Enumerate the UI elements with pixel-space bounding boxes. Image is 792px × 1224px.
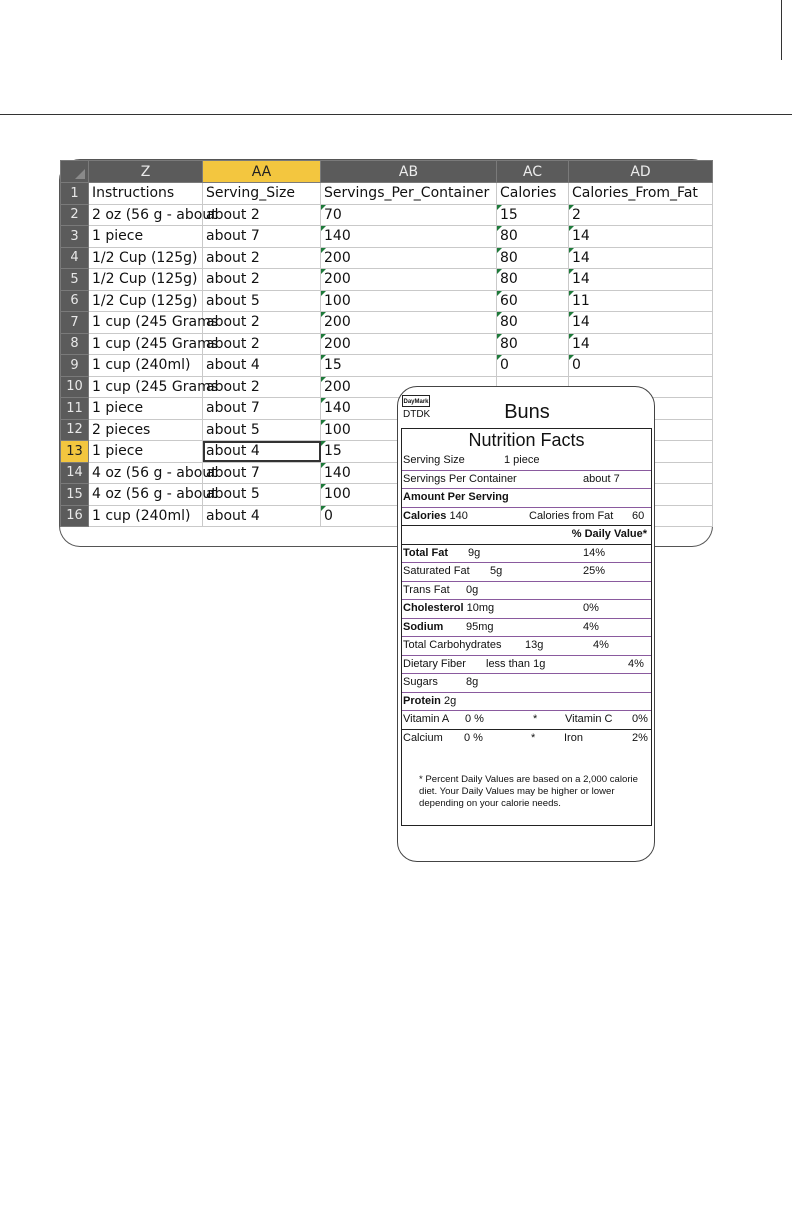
mineral-row	[402, 730, 651, 749]
cell-ac[interactable]: 15	[497, 204, 569, 226]
cell-ad[interactable]: Calories_From_Fat	[569, 183, 713, 205]
cell-z[interactable]: 2 pieces	[89, 419, 203, 441]
row-header[interactable]: 12	[61, 419, 89, 441]
facts-title: Nutrition Facts	[468, 430, 585, 450]
cell-ab[interactable]: 0	[321, 505, 497, 527]
sugars-row	[402, 674, 651, 693]
saturated-fat-label: Saturated Fat	[403, 565, 470, 577]
cell-z[interactable]: 2 oz (56 g - about	[89, 204, 203, 226]
table-row	[61, 247, 713, 269]
cell-ad[interactable]: 2	[569, 204, 713, 226]
row-header[interactable]: 1	[61, 183, 89, 205]
saturated-fat-value: 5g	[490, 565, 503, 577]
cell-ad[interactable]: 14	[569, 312, 713, 334]
serving-size-value: 1 piece	[504, 454, 540, 466]
row-header[interactable]: 14	[61, 462, 89, 484]
cell-aa[interactable]: about 7	[203, 398, 321, 420]
cell-aa[interactable]: about 7	[203, 462, 321, 484]
sugars-label: Sugars	[403, 676, 438, 688]
brand-logo: DayMark	[402, 395, 430, 407]
cell-ad[interactable]: 14	[569, 333, 713, 355]
column-header-ab[interactable]: AB	[321, 161, 497, 183]
serving-size-label: Serving Size	[403, 454, 465, 466]
cell-aa[interactable]: Serving_Size	[203, 183, 321, 205]
cholesterol-label: Cholesterol	[403, 602, 464, 614]
cell-ad[interactable]: 11	[569, 290, 713, 312]
cell-aa[interactable]: about 7	[203, 226, 321, 248]
total-fat-value: 9g	[468, 546, 481, 559]
trans-fat-label: Trans Fat	[403, 583, 450, 596]
vitamin-star: *	[533, 713, 538, 725]
calories-fat-label: Calories from Fat	[529, 509, 614, 522]
row-header[interactable]: 7	[61, 312, 89, 334]
cell-ac[interactable]: 80	[497, 226, 569, 248]
nutrition-facts-panel	[401, 428, 652, 826]
row-header[interactable]: 4	[61, 247, 89, 269]
cell-ab[interactable]: 15	[321, 355, 497, 377]
table-row	[61, 290, 713, 312]
vitamin-row	[402, 711, 651, 730]
cell-ac[interactable]: Calories	[497, 183, 569, 205]
cell-ad[interactable]: 0	[569, 355, 713, 377]
cell-aa[interactable]: about 5	[203, 419, 321, 441]
row-header[interactable]: 8	[61, 333, 89, 355]
cell-ab[interactable]: 100	[321, 290, 497, 312]
page-edge	[781, 0, 782, 60]
sodium-value: 95mg	[466, 620, 494, 633]
row-header[interactable]: 6	[61, 290, 89, 312]
cell-ac[interactable]: 80	[497, 312, 569, 334]
saturated-fat-pct: 25%	[583, 565, 606, 577]
cell-z[interactable]: 4 oz (56 g - about	[89, 484, 203, 506]
cell-z[interactable]: 4 oz (56 g - about	[89, 462, 203, 484]
mineral-star: *	[531, 731, 536, 744]
dv-header-row	[402, 526, 651, 545]
cell-ab[interactable]: 70	[321, 204, 497, 226]
fiber-label: Dietary Fiber	[403, 657, 466, 670]
cell-ad[interactable]: 14	[569, 269, 713, 291]
cholesterol-row	[402, 600, 651, 619]
calories-row	[402, 508, 651, 527]
cell-z[interactable]: Instructions	[89, 183, 203, 205]
cell-aa[interactable]: about 2	[203, 247, 321, 269]
row-header[interactable]: 11	[61, 398, 89, 420]
cell-z[interactable]: 1 piece	[89, 441, 203, 463]
cell-ab[interactable]: 200	[321, 269, 497, 291]
cell-ac[interactable]: 80	[497, 333, 569, 355]
cell-aa[interactable]: about 2	[203, 204, 321, 226]
brand-code: DTDK	[403, 409, 431, 420]
calories-fat-value: 60	[632, 509, 645, 522]
trans-fat-row	[402, 582, 651, 601]
row-header[interactable]: 15	[61, 484, 89, 506]
cell-aa[interactable]: about 4	[203, 505, 321, 527]
protein-label: Protein	[403, 694, 441, 707]
column-header-row	[61, 161, 713, 183]
column-header-ad[interactable]: AD	[569, 161, 713, 183]
cell-z[interactable]: 1 cup (245 Grams	[89, 312, 203, 334]
cell-ac[interactable]: 60	[497, 290, 569, 312]
cell-ab[interactable]: 140	[321, 398, 497, 420]
cell-aa[interactable]: about 2	[203, 376, 321, 398]
protein-row	[402, 693, 651, 712]
total-fat-label: Total Fat	[403, 546, 449, 559]
carbs-pct: 4%	[593, 639, 609, 651]
cell-ab[interactable]: 100	[321, 484, 497, 506]
column-header-z[interactable]: Z	[89, 161, 203, 183]
cell-ad[interactable]: 14	[569, 226, 713, 248]
fiber-row	[402, 656, 651, 675]
cell-z[interactable]: 1/2 Cup (125g)	[89, 247, 203, 269]
servings-row	[402, 471, 651, 490]
page-rule	[0, 114, 792, 115]
cell-ab[interactable]: Servings_Per_Container	[321, 183, 497, 205]
sodium-row	[402, 619, 651, 638]
row-header[interactable]: 3	[61, 226, 89, 248]
cell-z[interactable]: 1 cup (240ml)	[89, 355, 203, 377]
carbs-row	[402, 637, 651, 656]
cell-ab[interactable]: 200	[321, 376, 497, 398]
calories-label: Calories	[403, 509, 447, 522]
row-header[interactable]: 10	[61, 376, 89, 398]
trans-fat-value: 0g	[466, 583, 479, 596]
cell-ab[interactable]: 140	[321, 462, 497, 484]
fiber-pct: 4%	[628, 657, 644, 670]
column-header-ac[interactable]: AC	[497, 161, 569, 183]
cholesterol-value: 10mg	[466, 602, 495, 614]
cell-z[interactable]: 1 cup (245 Grams	[89, 333, 203, 355]
cell-z[interactable]: 1/2 Cup (125g)	[89, 290, 203, 312]
cell-aa[interactable]: about 2	[203, 269, 321, 291]
sugars-value: 8g	[466, 676, 479, 688]
vitamin-a-label: Vitamin A	[403, 713, 450, 725]
row-header[interactable]: 2	[61, 204, 89, 226]
vitamin-c-label: Vitamin C	[565, 713, 613, 725]
total-fat-pct: 14%	[583, 546, 606, 559]
saturated-fat-row	[402, 563, 651, 582]
sodium-pct: 4%	[583, 620, 599, 633]
cell-ab[interactable]: 15	[321, 441, 497, 463]
row-header[interactable]: 16	[61, 505, 89, 527]
footnote: * Percent Daily Values are based on a 2,000 calorie diet. Your Daily Values may be higher or lower depending on your calorie needs.	[419, 774, 639, 809]
product-name: Buns	[504, 401, 550, 423]
table-row	[61, 312, 713, 334]
row-header[interactable]: 5	[61, 269, 89, 291]
table-row	[61, 333, 713, 355]
sodium-label: Sodium	[403, 620, 444, 633]
iron-value: 2%	[632, 731, 648, 744]
nutrition-label	[397, 386, 655, 862]
table-row	[61, 355, 713, 377]
cell-z[interactable]: 1/2 Cup (125g)	[89, 269, 203, 291]
daily-value-header: % Daily Value*	[571, 528, 647, 540]
cell-aa[interactable]: about 5	[203, 290, 321, 312]
cell-z[interactable]: 1 piece	[89, 226, 203, 248]
serving-size-row	[402, 452, 651, 471]
amount-row	[402, 489, 651, 508]
vitamin-c-value: 0%	[632, 713, 648, 725]
cell-ab[interactable]: 200	[321, 312, 497, 334]
carbs-label: Total Carbohydrates	[403, 639, 502, 651]
cell-ab[interactable]: 200	[321, 247, 497, 269]
iron-label: Iron	[564, 731, 583, 744]
cell-aa[interactable]: about 4	[203, 355, 321, 377]
cell-ab[interactable]: 100	[321, 419, 497, 441]
cell-aa[interactable]: about 2	[203, 333, 321, 355]
table-row	[61, 183, 713, 205]
cell-z[interactable]: 1 cup (245 Grams	[89, 376, 203, 398]
cell-ac[interactable]: 0	[497, 355, 569, 377]
servings-value: about 7	[583, 472, 620, 485]
calories-value: 140	[449, 509, 468, 522]
cell-z[interactable]: 1 cup (240ml)	[89, 505, 203, 527]
cell-aa[interactable]: about 2	[203, 312, 321, 334]
row-header[interactable]: 9	[61, 355, 89, 377]
protein-value: 2g	[443, 694, 457, 707]
cell-z[interactable]: 1 piece	[89, 398, 203, 420]
cell-ad[interactable]: 14	[569, 247, 713, 269]
cell-ac[interactable]: 80	[497, 247, 569, 269]
calcium-label: Calcium	[403, 731, 443, 744]
column-header-aa[interactable]: AA	[203, 161, 321, 183]
total-fat-row	[402, 545, 651, 564]
cell-ab[interactable]: 200	[321, 333, 497, 355]
table-row	[61, 226, 713, 248]
table-row	[61, 269, 713, 291]
cell-ab[interactable]: 140	[321, 226, 497, 248]
amount-per-serving: Amount Per Serving	[403, 491, 509, 503]
vitamin-a-value: 0 %	[465, 713, 484, 725]
fiber-value: less than 1g	[486, 657, 546, 670]
select-all-corner[interactable]	[61, 161, 89, 183]
table-row	[61, 204, 713, 226]
servings-label: Servings Per Container	[403, 472, 517, 485]
row-header[interactable]: 13	[61, 441, 89, 463]
cholesterol-pct: 0%	[583, 602, 599, 614]
carbs-value: 13g	[525, 639, 544, 651]
cell-aa[interactable]: about 4	[203, 441, 321, 463]
cell-aa[interactable]: about 5	[203, 484, 321, 506]
cell-ac[interactable]: 80	[497, 269, 569, 291]
calcium-value: 0 %	[464, 731, 483, 744]
